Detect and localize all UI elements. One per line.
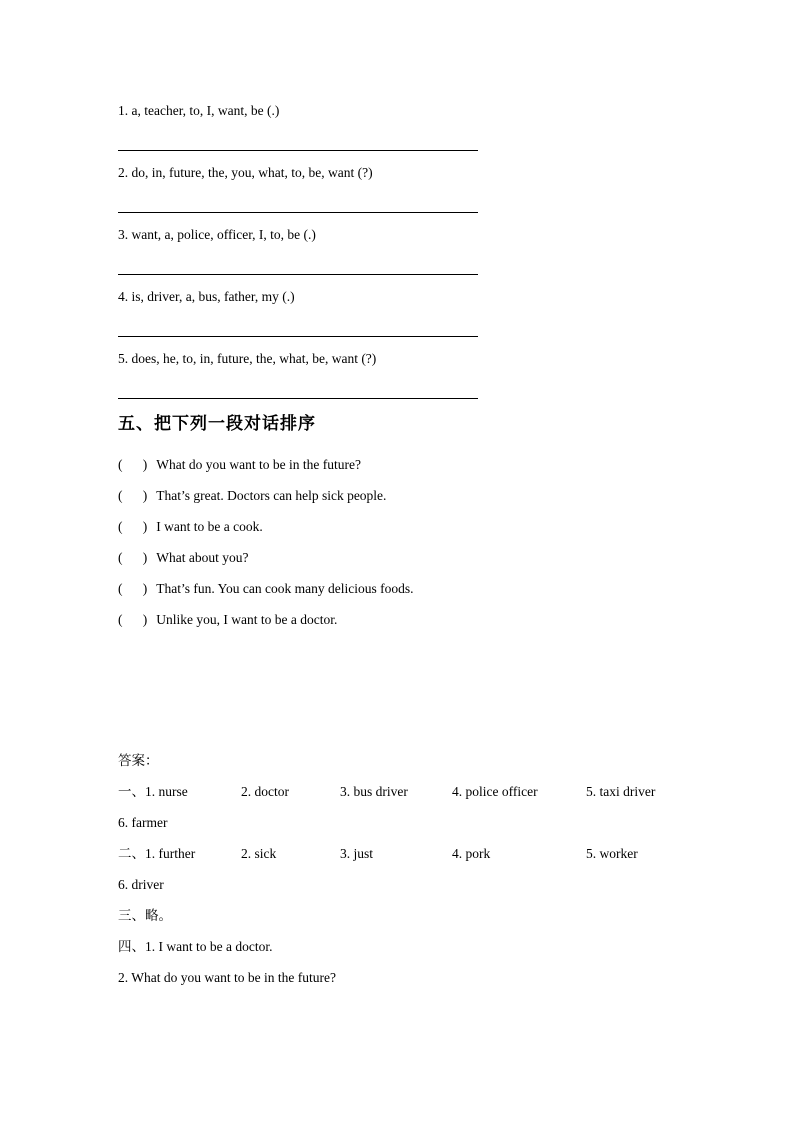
sentence-text: 3. want, a, police, officer, I, to, be (.) — [118, 227, 316, 242]
dialogue-item — [118, 487, 753, 505]
answer-row — [118, 938, 753, 956]
answer-row — [118, 969, 753, 987]
answer-cell: 5. taxi driver — [586, 784, 656, 799]
answer-cell: 6. driver — [118, 877, 164, 892]
order-blank-parens: ( ) — [118, 457, 148, 472]
answer-cell: 4. pork — [452, 846, 491, 861]
answer-cell: 3. bus driver — [340, 784, 408, 799]
answer-cell: 2. What do you want to be in the future? — [118, 970, 336, 985]
dialogue-item — [118, 549, 753, 567]
answer-cell: 2. doctor — [241, 784, 289, 799]
answer-key — [118, 783, 753, 987]
answer-cell: 3. just — [340, 846, 374, 861]
answer-cell: 6. farmer — [118, 815, 168, 830]
answer-cell: 二、1. further — [118, 846, 196, 861]
order-blank-parens: ( ) — [118, 488, 148, 503]
answer-blank-line — [118, 398, 478, 399]
dialogue-text: That’s great. Doctors can help sick people. — [156, 488, 387, 503]
dialogue-text: I want to be a cook. — [156, 519, 263, 534]
order-blank-parens: ( ) — [118, 550, 148, 565]
sentence-item — [118, 164, 753, 213]
dialogue-text: That’s fun. You can cook many delicious foods. — [156, 581, 414, 596]
sentence-item — [118, 288, 753, 337]
sentence-item — [118, 102, 753, 151]
answer-row — [118, 814, 753, 832]
sentence-item — [118, 350, 753, 399]
dialogue-text: What do you want to be in the future? — [156, 457, 361, 472]
answer-row — [118, 783, 753, 801]
answer-row — [118, 876, 753, 894]
dialogue-item — [118, 580, 753, 598]
answer-cell: 一、1. nurse — [118, 784, 188, 799]
sentence-text: 5. does, he, to, in, future, the, what, be, want (?) — [118, 351, 377, 366]
sentence-text: 4. is, driver, a, bus, father, my (.) — [118, 289, 295, 304]
sentence-item — [118, 226, 753, 275]
answer-blank-line — [118, 336, 478, 337]
answer-cell: 四、1. I want to be a doctor. — [118, 939, 273, 954]
dialogue-text: Unlike you, I want to be a doctor. — [156, 612, 338, 627]
order-blank-parens: ( ) — [118, 519, 148, 534]
dialogue-text: What about you? — [156, 550, 249, 565]
answer-blank-line — [118, 274, 478, 275]
order-blank-parens: ( ) — [118, 581, 148, 596]
answer-cell: 2. sick — [241, 846, 277, 861]
answer-row — [118, 907, 753, 925]
unscramble-exercise — [118, 102, 753, 399]
answers-label: 答案： — [118, 753, 159, 768]
section5-heading: 五、把下列一段对话排序 — [118, 414, 316, 433]
dialogue-item — [118, 611, 753, 629]
dialogue-ordering-list — [118, 456, 753, 629]
answer-cell: 三、略。 — [118, 908, 172, 923]
sentence-text: 2. do, in, future, the, you, what, to, be, want (?) — [118, 165, 373, 180]
answer-blank-line — [118, 212, 478, 213]
answer-cell: 4. police officer — [452, 784, 538, 799]
order-blank-parens: ( ) — [118, 612, 148, 627]
answer-blank-line — [118, 150, 478, 151]
answer-cell: 5. worker — [586, 846, 638, 861]
answer-row — [118, 845, 753, 863]
sentence-text: 1. a, teacher, to, I, want, be (.) — [118, 103, 280, 118]
dialogue-item — [118, 518, 753, 536]
dialogue-item — [118, 456, 753, 474]
